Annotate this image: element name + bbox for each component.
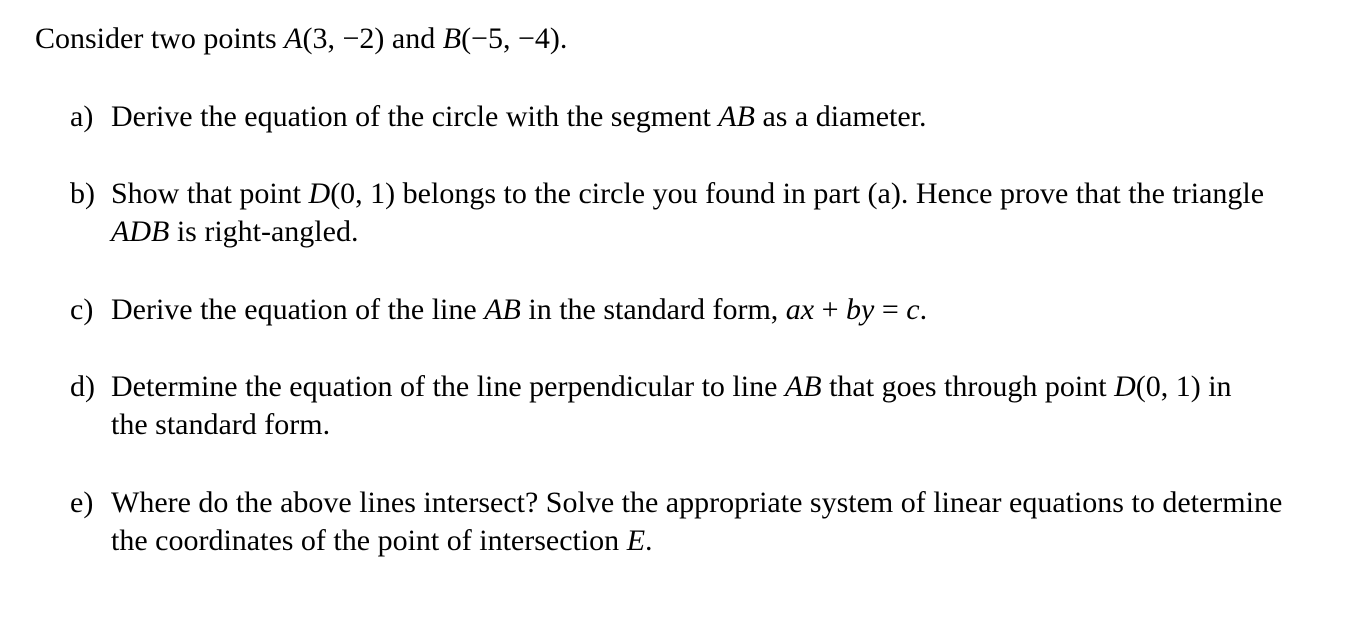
- part-e-text-2: the coordinates of the point of intersection: [111, 524, 627, 557]
- part-d-line-2: [111, 406, 1330, 444]
- part-b-text-2: belongs to the circle you found in part (a). Hence prove that the triangle: [395, 177, 1265, 210]
- point-a-name: A: [284, 22, 303, 55]
- part-d: [70, 368, 1330, 444]
- line-ab: AB: [484, 293, 521, 326]
- triangle-adb: ADB: [111, 215, 170, 248]
- part-e: [70, 484, 1330, 560]
- point-b-coords: (−5, −4).: [461, 22, 568, 55]
- point-d-name: D: [308, 177, 331, 210]
- part-c-period: .: [919, 293, 928, 326]
- part-c-text-2: in the standard form,: [520, 293, 786, 326]
- equation-plus: +: [814, 293, 847, 326]
- part-a-text-2: as a diameter.: [754, 100, 927, 133]
- part-d-label: d): [70, 370, 95, 403]
- part-e-line-1: [111, 484, 1330, 522]
- intro-text-2: and: [384, 22, 443, 55]
- part-a-label: a): [70, 100, 94, 133]
- part-e-text-3: .: [645, 524, 653, 557]
- point-d-coords: (0, 1): [330, 177, 396, 210]
- point-e-name: E: [626, 524, 646, 557]
- part-a-line-1: [111, 98, 1330, 136]
- part-b-text-1: Show that point: [111, 177, 309, 210]
- line-ab-ref: AB: [784, 370, 822, 403]
- part-d-text-1: Determine the equation of the line perpendicular to line: [111, 370, 785, 403]
- equation-ax: ax: [785, 293, 815, 326]
- part-c-label: c): [70, 293, 94, 326]
- part-e-label: e): [70, 486, 94, 519]
- part-c-line-1: [111, 291, 1330, 329]
- part-a: [70, 98, 1330, 136]
- point-d-ref-coords: (0, 1): [1135, 370, 1201, 403]
- equation-c: c: [906, 293, 920, 326]
- part-c-text: [111, 291, 1330, 329]
- part-b-text: [111, 175, 1330, 251]
- point-d-ref: D: [1114, 370, 1136, 403]
- part-a-text-1: Derive the equation of the circle with the segment: [111, 100, 719, 133]
- part-e-line-2: [111, 522, 1330, 560]
- part-d-text: [111, 368, 1330, 444]
- part-d-line-1: [111, 368, 1330, 406]
- part-e-text: [111, 484, 1330, 560]
- part-b-line-1: [111, 175, 1330, 213]
- part-c: [70, 291, 1330, 329]
- equation-by: by: [846, 293, 875, 326]
- part-b: [70, 175, 1330, 251]
- segment-ab: AB: [718, 100, 755, 133]
- part-e-text-1: Where do the above lines intersect? Solve the appropriate system of linear equations to determine: [111, 486, 1283, 519]
- part-b-text-3: is right-angled.: [169, 215, 359, 248]
- point-b-name: B: [442, 22, 462, 55]
- intro-text-1: Consider two points: [35, 22, 285, 55]
- part-d-text-2: that goes through point: [821, 370, 1115, 403]
- point-a-coords: (3, −2): [302, 22, 385, 55]
- part-d-text-3: in: [1200, 370, 1232, 403]
- part-c-text-1: Derive the equation of the line: [111, 293, 485, 326]
- part-a-text: [111, 98, 1330, 136]
- part-b-label: b): [70, 177, 95, 210]
- part-b-line-2: [111, 213, 1330, 251]
- part-d-text-4: the standard form.: [111, 408, 331, 441]
- problem-intro: [35, 20, 567, 58]
- equation-equals: =: [874, 293, 907, 326]
